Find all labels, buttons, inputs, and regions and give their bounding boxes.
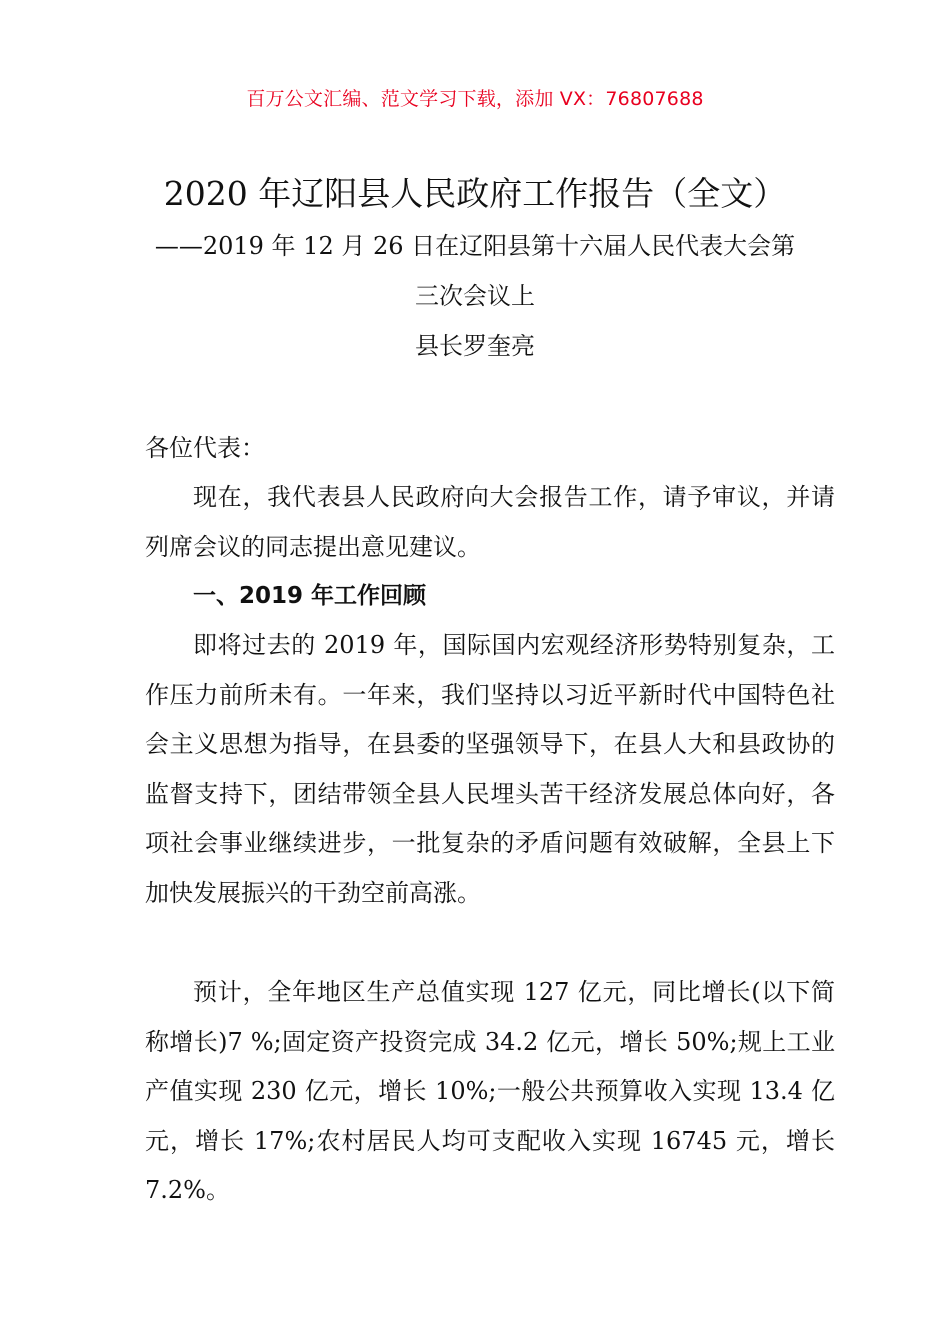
section-heading: 一、2019 年工作回顾	[193, 583, 427, 609]
report-subtitle-line1: ——2019 年 12 月 26 日在辽阳县第十六届人民代表大会第	[154, 232, 796, 260]
paragraph-review: 即将过去的 2019 年，国际国内宏观经济形势特别复杂，工作压力前所未有。一年来，我们坚持以习近平新时代中国特色社会主义思想为指导，在县委的坚强领导下，在县人大和县政协的监督支持下，团结带领全县人民埋头苦干经济发展总体向好，各项社会事业继续进步，一批复杂的矛盾问题有效破解，全县上下加快发展振兴的干劲空前高涨。	[145, 631, 835, 907]
report-title: 2020 年辽阳县人民政府工作报告（全文）	[163, 174, 787, 213]
paragraph-statistics: 预计，全年地区生产总值实现 127 亿元，同比增长(以下简称增长)7 %;固定资产投资完成 34.2 亿元，增长 50%;规上工业产值实现 230 亿元，增长 10%;一般公共预算收入实现 13.4 亿元，增长 17%;农村居民人均可支配收入实现 16745 元，增长 7.2%。	[145, 978, 835, 1204]
salutation: 各位代表：	[145, 434, 265, 462]
promo-header: 百万公文汇编、范文学习下载，添加 VX：76807688	[246, 88, 704, 110]
paragraph-intro: 现在，我代表县人民政府向大会报告工作，请予审议，并请列席会议的同志提出意见建议。	[145, 483, 835, 561]
report-author: 县长罗奎亮	[415, 332, 535, 360]
report-subtitle-line2: 三次会议上	[415, 282, 535, 310]
